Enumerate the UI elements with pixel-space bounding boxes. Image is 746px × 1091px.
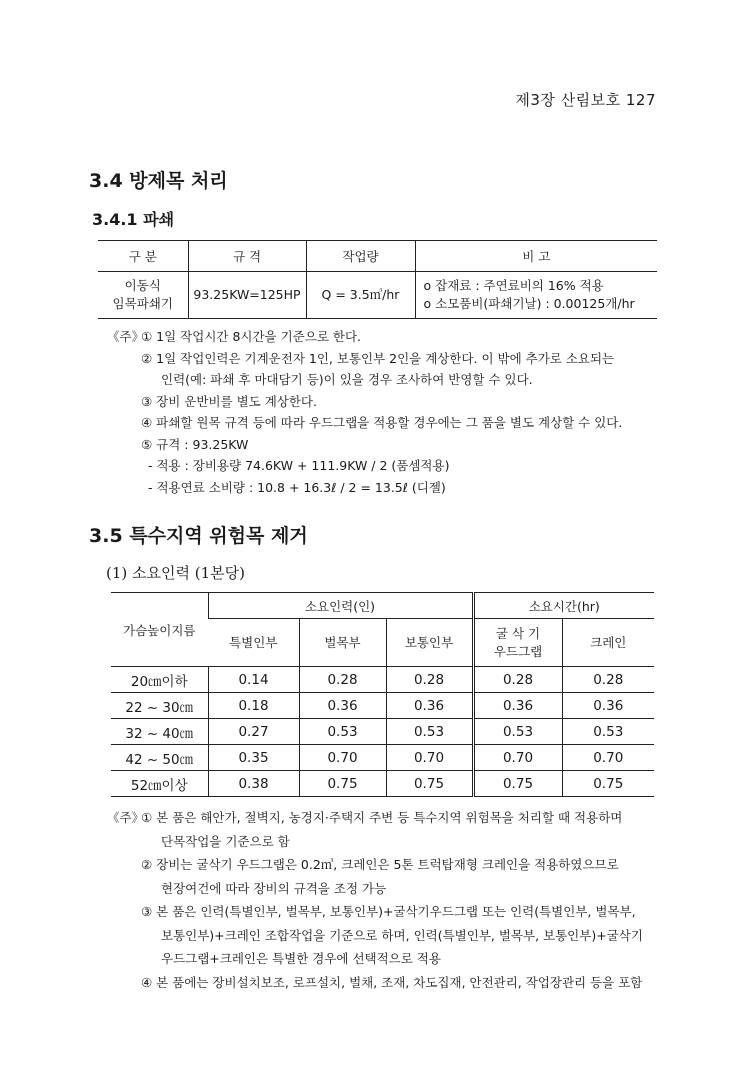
cell-value: 0.38 xyxy=(208,771,299,797)
cell-value: 0.53 xyxy=(299,719,386,745)
note-line xyxy=(107,326,622,348)
note-line: - 적용연료 소비량 : 10.8 + 16.3ℓ / 2 = 13.5ℓ (디젤) xyxy=(148,479,446,495)
note-text: ① 본 품은 해안가, 절벽지, 농경지·주택지 주변 등 특수지역 위험목을 처리할 때 적용하며 xyxy=(141,810,623,825)
header-common-worker: 보통인부 xyxy=(386,619,473,667)
cell-value: 0.28 xyxy=(299,667,386,693)
table-row xyxy=(111,693,654,719)
notes-block-1 xyxy=(107,326,622,498)
table-row xyxy=(111,745,654,771)
table-row xyxy=(111,719,654,745)
header-line: 우드그랩 xyxy=(493,643,543,659)
cell-value: 0.70 xyxy=(386,745,473,771)
note-line: 인력(예: 파쇄 후 마대담기 등)이 있을 경우 조사하여 반영할 수 있다. xyxy=(161,372,533,387)
note-line: - 적용 : 장비용량 74.6KW + 111.9KW / 2 (품셈적용) xyxy=(148,458,450,473)
note-label: 《주》 xyxy=(107,810,145,825)
header-special-worker: 특별인부 xyxy=(208,619,299,667)
note-label: 《주》 xyxy=(107,329,145,344)
cell-value: 0.75 xyxy=(473,771,562,797)
cell-value: 0.53 xyxy=(473,719,562,745)
cell-value: 0.53 xyxy=(562,719,654,745)
cell-value: 0.18 xyxy=(208,693,299,719)
note-line: ② 1일 작업인력은 기계운전자 1인, 보통인부 2인을 계상한다. 이 밖에 추가로 소요되는 xyxy=(141,350,615,366)
note-line: ④ 파쇄할 원목 규격 등에 따라 우드그랩을 적용할 경우에는 그 품을 별도 계상할 수 있다. xyxy=(141,415,623,430)
section-title-3-5: 3.5 특수지역 위험목 제거 xyxy=(89,525,308,547)
cell-value: 0.27 xyxy=(208,719,299,745)
section-title-3-4-1: 3.4.1 파쇄 xyxy=(92,210,175,229)
note-line: ③ 장비 운반비를 별도 계상한다. xyxy=(141,393,317,409)
cell-value: 0.75 xyxy=(299,771,386,797)
cell-diameter: 22 ~ 30㎝ xyxy=(111,693,208,719)
cell-value: 0.28 xyxy=(386,667,473,693)
note-line: 단목작업을 기준으로 함 xyxy=(161,833,290,849)
cell-remarks xyxy=(415,272,657,319)
crusher-table xyxy=(98,240,657,319)
cell-category xyxy=(98,272,188,319)
note-line: ④ 본 품에는 장비설치보조, 로프설치, 벌채, 조재, 차도집재, 안전관리, 작업장관리 등을 포함 xyxy=(141,974,643,990)
cell-diameter: 42 ~ 50㎝ xyxy=(111,745,208,771)
cell-value: 0.36 xyxy=(562,693,654,719)
cell-diameter: 20㎝이하 xyxy=(111,667,208,693)
category-line: 이동식 xyxy=(124,278,161,293)
remark-line: o 잡재료 : 주연료비의 16% 적용 xyxy=(423,278,604,293)
note-line: ⑤ 규격 : 93.25KW xyxy=(141,436,249,452)
remark-line: o 소모품비(파쇄기날) : 0.00125개/hr xyxy=(423,296,635,311)
note-text: ① 1일 작업시간 8시간을 기준으로 한다. xyxy=(141,329,362,344)
table-row xyxy=(111,667,654,693)
cell-diameter: 52㎝이상 xyxy=(111,771,208,797)
running-header: 제3장 산림보호 127 xyxy=(515,91,656,109)
header-line: 굴 삭 기 xyxy=(495,625,541,641)
header-category: 구 분 xyxy=(98,241,188,272)
note-line: ② 장비는 굴삭기 우드그랩은 0.2㎥, 크레인은 5톤 트럭탑재형 크레인을 적용하였으므로 xyxy=(141,857,619,872)
subsection-title: (1) 소요인력 (1본당) xyxy=(106,564,245,582)
note-line: ③ 본 품은 인력(특별인부, 벌목부, 보통인부)+굴삭기우드그랩 또는 인력(특별인부, 벌목부, xyxy=(141,904,636,919)
table-header-row xyxy=(111,593,654,619)
header-group-manpower: 소요인력(인) xyxy=(208,593,473,619)
note-line: 우드그랩+크레인은 특별한 경우에 선택적으로 적용 xyxy=(161,951,441,966)
header-workload: 작업량 xyxy=(306,241,415,272)
cell-value: 0.70 xyxy=(473,745,562,771)
cell-diameter: 32 ~ 40㎝ xyxy=(111,719,208,745)
table-row xyxy=(98,272,657,319)
cell-value: 0.70 xyxy=(299,745,386,771)
notes-block-2 xyxy=(107,806,643,994)
header-group-time: 소요시간(hr) xyxy=(473,593,654,619)
note-line: 보통인부)+크레인 조합작업을 기준으로 하며, 인력(특별인부, 벌목부, 보통인부)+굴삭기 xyxy=(161,927,643,943)
note-line xyxy=(107,806,643,830)
manpower-table xyxy=(111,592,654,797)
header-spec: 규 격 xyxy=(188,241,306,272)
cell-value: 0.28 xyxy=(473,667,562,693)
cell-value: 0.28 xyxy=(562,667,654,693)
table-header-row xyxy=(98,241,657,272)
header-crane: 크레인 xyxy=(562,619,654,667)
cell-value: 0.14 xyxy=(208,667,299,693)
cell-value: 0.70 xyxy=(562,745,654,771)
cell-value: 0.36 xyxy=(473,693,562,719)
header-diameter: 가슴높이지름 xyxy=(111,593,208,667)
header-remarks: 비 고 xyxy=(415,241,657,272)
cell-value: 0.75 xyxy=(562,771,654,797)
section-title-3-4: 3.4 방제목 처리 xyxy=(89,170,228,192)
cell-value: 0.35 xyxy=(208,745,299,771)
header-logger: 벌목부 xyxy=(299,619,386,667)
header-excavator-grab xyxy=(473,619,562,667)
note-line: 현장여건에 따라 장비의 규격을 조정 가능 xyxy=(161,880,387,896)
cell-value: 0.53 xyxy=(386,719,473,745)
category-line: 임목파쇄기 xyxy=(112,296,173,311)
cell-value: 0.36 xyxy=(299,693,386,719)
cell-spec: 93.25KW=125HP xyxy=(188,272,306,319)
cell-value: 0.36 xyxy=(386,693,473,719)
cell-workload: Q = 3.5㎥/hr xyxy=(306,272,415,319)
table-row xyxy=(111,771,654,797)
cell-value: 0.75 xyxy=(386,771,473,797)
